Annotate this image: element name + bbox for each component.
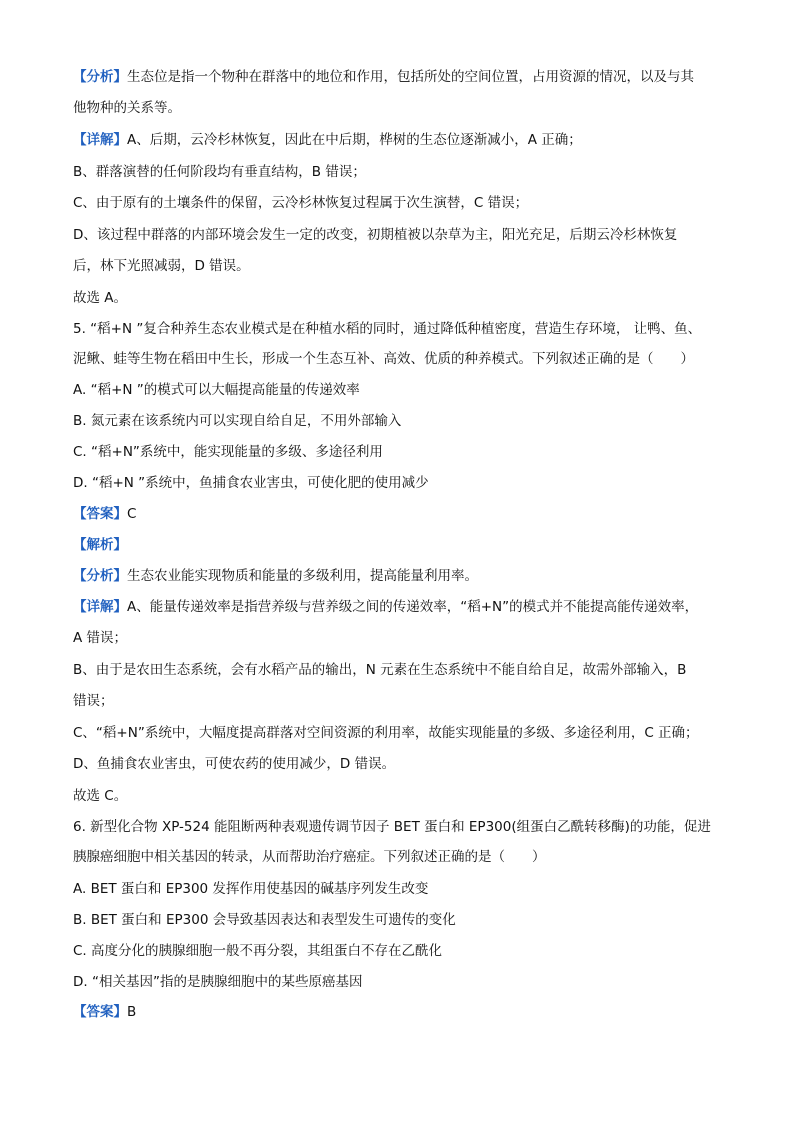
detail-line-d-cont [73,257,733,275]
q6-stem-line-2 [73,848,733,866]
q5-detail-line-d [73,755,733,773]
q5-stem-text-1: 5. “稻+N ”复合种养生态农业模式是在种植水稻的同时，通过降低种植密度，营造生存环境， 让鸭、鱼、 [73,321,702,337]
answer-tag: 【答案】 [73,1004,127,1020]
q5-detail-line-a [73,598,733,616]
q6-stem-line-1 [73,818,733,836]
explain-tag: 【解析】 [73,537,127,553]
q5-stem-line-1 [73,320,733,338]
q5-detail-text-a-cont: A 错误； [73,630,128,646]
q5-detail-line-b [73,661,733,679]
q5-answer-value: C [127,506,137,522]
q5-detail-line-a-cont [73,629,733,647]
conclusion-line [73,289,733,307]
q5-answer-line [73,505,733,523]
q5-conclusion-line [73,787,733,805]
q5-detail-line-c [73,724,733,742]
q5-option-c [73,443,733,461]
q5-conclusion-text: 故选 C。 [73,788,128,804]
q5-option-d-text: D. “稻+N ”系统中，鱼捕食农业害虫，可使化肥的使用减少 [73,475,429,491]
detail-tag: 【详解】 [73,599,127,615]
answer-tag: 【答案】 [73,506,127,522]
analysis-text: 生态位是指一个物种在群落中的地位和作用，包括所处的空间位置，占用资源的情况，以及与其 [127,69,694,85]
q6-option-b-text: B. BET 蛋白和 EP300 会导致基因表达和表型发生可遗传的变化 [73,912,456,928]
q5-explain-line [73,536,733,554]
q6-option-b [73,911,733,929]
q6-option-a-text: A. BET 蛋白和 EP300 发挥作用使基因的碱基序列发生改变 [73,881,429,897]
q5-option-b [73,412,733,430]
detail-line-a [73,131,733,149]
analysis-tag: 【分析】 [73,568,127,584]
q5-option-a-text: A. “稻+N ”的模式可以大幅提高能量的传递效率 [73,382,360,398]
analysis-text-cont: 他物种的关系等。 [73,100,181,116]
detail-text-b: B、群落演替的任何阶段均有垂直结构，B 错误； [73,164,366,180]
detail-line-b [73,163,733,181]
detail-tag: 【详解】 [73,132,127,148]
q6-stem-text-1: 6. 新型化合物 XP-524 能阻断两种表观遗传调节因子 BET 蛋白和 EP300(组蛋白乙酰转移酶)的功能，促进 [73,819,711,835]
q6-answer-value: B [127,1004,137,1020]
q6-option-d [73,973,733,991]
detail-text-c: C、由于原有的土壤条件的保留，云冷杉林恢复过程属于次生演替，C 错误； [73,195,529,211]
q5-detail-text-b: B、由于是农田生态系统，会有水稻产品的输出，N 元素在生态系统中不能自给自足，故需外部输入，B [73,662,687,678]
q5-analysis-text: 生态农业能实现物质和能量的多级利用，提高能量利用率。 [127,568,478,584]
q5-option-b-text: B. 氮元素在该系统内可以实现自给自足，不用外部输入 [73,413,402,429]
q6-option-d-text: D. “相关基因”指的是胰腺细胞中的某些原癌基因 [73,974,363,990]
q5-detail-text-b-cont: 错误； [73,693,114,709]
q5-stem-text-2: 泥鳅、蛙等生物在稻田中生长，形成一个生态互补、高效、优质的种养模式。下列叙述正确的是（ ） [73,351,694,367]
q6-option-a [73,880,733,898]
q5-detail-text-d: D、鱼捕食农业害虫，可使农药的使用减少，D 错误。 [73,756,396,772]
q6-stem-text-2: 胰腺癌细胞中相关基因的转录，从而帮助治疗癌症。下列叙述正确的是（ ） [73,849,546,865]
analysis-tag: 【分析】 [73,69,127,85]
q5-detail-text-a: A、能量传递效率是指营养级与营养级之间的传递效率，“稻+N”的模式并不能提高能传递效率， [127,599,699,615]
analysis-paragraph-1 [73,68,733,86]
detail-text-d: D、该过程中群落的内部环境会发生一定的改变，初期植被以杂草为主，阳光充足，后期云冷杉林恢复 [73,227,678,243]
q5-detail-line-b-cont [73,692,733,710]
detail-text-a: A、后期，云冷杉林恢复，因此在中后期，桦树的生态位逐渐减小，A 正确； [127,132,582,148]
detail-text-d-cont: 后，林下光照减弱，D 错误。 [73,258,250,274]
q5-option-a [73,381,733,399]
q6-option-c [73,942,733,960]
detail-line-c [73,194,733,212]
q5-option-c-text: C. “稻+N”系统中，能实现能量的多级、多途径利用 [73,444,383,460]
q5-detail-text-c: C、“稻+N”系统中，大幅度提高群落对空间资源的利用率，故能实现能量的多级、多途径利用，C 正确； [73,725,699,741]
q5-stem-line-2 [73,350,733,368]
q6-answer-line [73,1003,733,1021]
analysis-paragraph-1-cont [73,99,733,117]
conclusion-text: 故选 A。 [73,290,128,306]
q5-option-d [73,474,733,492]
q5-analysis-line [73,567,733,585]
q6-option-c-text: C. 高度分化的胰腺细胞一般不再分裂，其组蛋白不存在乙酰化 [73,943,443,959]
detail-line-d [73,226,733,244]
